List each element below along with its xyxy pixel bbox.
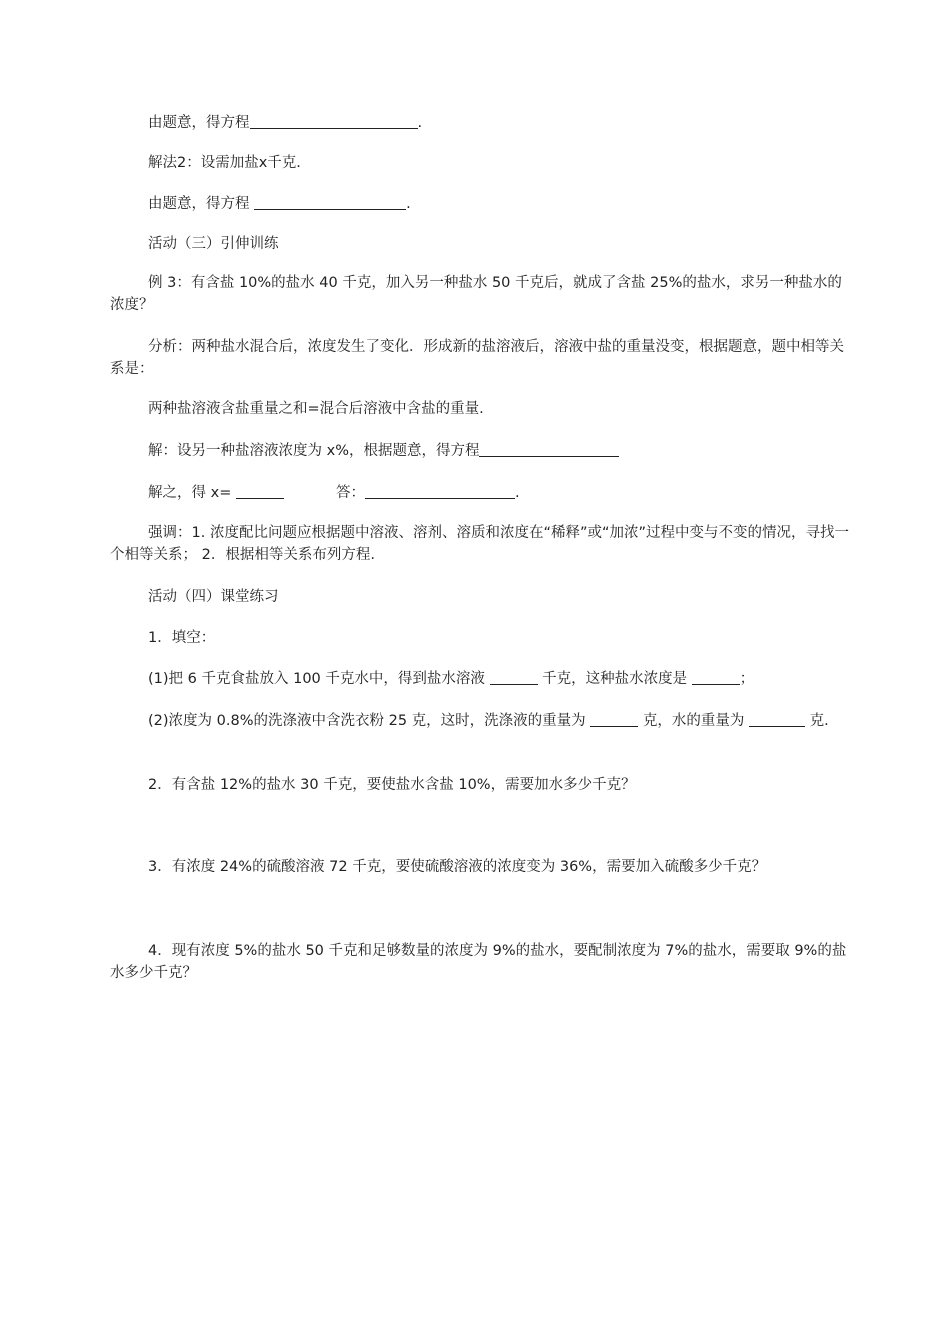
exercise-3: 3．有浓度 24%的硫酸溶液 72 千克，要使硫酸溶液的浓度变为 36%，需要加入硫酸多少千克？ xyxy=(148,859,767,875)
text: 克，水的重量为 xyxy=(638,713,749,729)
equation-line-2 xyxy=(110,193,850,215)
activity-3-heading: 活动（三）引伸训练 xyxy=(148,236,279,252)
text: 克. xyxy=(804,713,829,729)
answer-blank xyxy=(365,482,515,499)
solve-answer-line xyxy=(110,482,850,504)
text: (2)浓度为 0.8%的洗涤液中含洗衣粉 25 克，这时，洗涤液的重量为 xyxy=(148,713,591,729)
text: . xyxy=(406,196,411,212)
text: 千克，这种盐水浓度是 xyxy=(537,671,692,687)
exercise-2: 2．有含盐 12%的盐水 30 千克，要使盐水含盐 10%，需要加水多少千克？ xyxy=(148,777,636,793)
equality-relation: 两种盐溶液含盐重量之和=混合后溶液中含盐的重量. xyxy=(148,401,484,417)
answer-blank xyxy=(236,482,284,499)
answer-blank xyxy=(590,710,638,727)
method-2-line: 解法2：设需加盐x千克. xyxy=(148,155,301,171)
text: . xyxy=(514,485,520,501)
answer-blank xyxy=(692,668,740,685)
text: 答： xyxy=(335,485,365,501)
answer-blank xyxy=(254,193,406,210)
text: ； xyxy=(739,671,755,687)
answer-blank xyxy=(479,440,619,457)
text: 由题意，得方程 xyxy=(148,115,250,131)
answer-blank xyxy=(749,710,805,727)
example-3: 例 3：有含盐 10%的盐水 40 千克，加入另一种盐水 50 千克后，就成了含盐 25%的盐水，求另一种盐水的浓度？ xyxy=(110,275,842,313)
exercise-4: 4．现有浓度 5%的盐水 50 千克和足够数量的浓度为 9%的盐水，要配制浓度为 7%的盐水，需要取 9%的盐水多少千克？ xyxy=(110,943,847,981)
fill-blank-heading: 1．填空： xyxy=(148,630,216,646)
activity-4-heading: 活动（四）课堂练习 xyxy=(148,589,279,605)
emphasis-paragraph: 强调：1. 浓度配比问题应根据题中溶液、溶剂、溶质和浓度在“稀释”或“加浓”过程中变与不变的情况，寻找一个相等关系； 2．根据相等关系布列方程. xyxy=(110,525,849,563)
analysis-paragraph: 分析：两种盐水混合后，浓度发生了变化．形成新的盐溶液后，溶液中盐的重量没变，根据题意，题中相等关系是： xyxy=(110,339,844,377)
equation-line-1 xyxy=(110,112,850,134)
text: 解：设另一种盐溶液浓度为 x%，根据题意，得方程 xyxy=(148,443,480,459)
answer-blank xyxy=(250,112,418,129)
text: . xyxy=(417,115,423,131)
text: (1)把 6 千克食盐放入 100 千克水中，得到盐水溶液 xyxy=(148,671,490,687)
text: 解之，得 x= xyxy=(148,485,236,501)
answer-blank xyxy=(490,668,538,685)
solution-line xyxy=(110,440,850,462)
exercise-1-1 xyxy=(110,668,850,690)
exercise-1-2 xyxy=(110,710,850,732)
text: 由题意，得方程 xyxy=(148,196,255,212)
